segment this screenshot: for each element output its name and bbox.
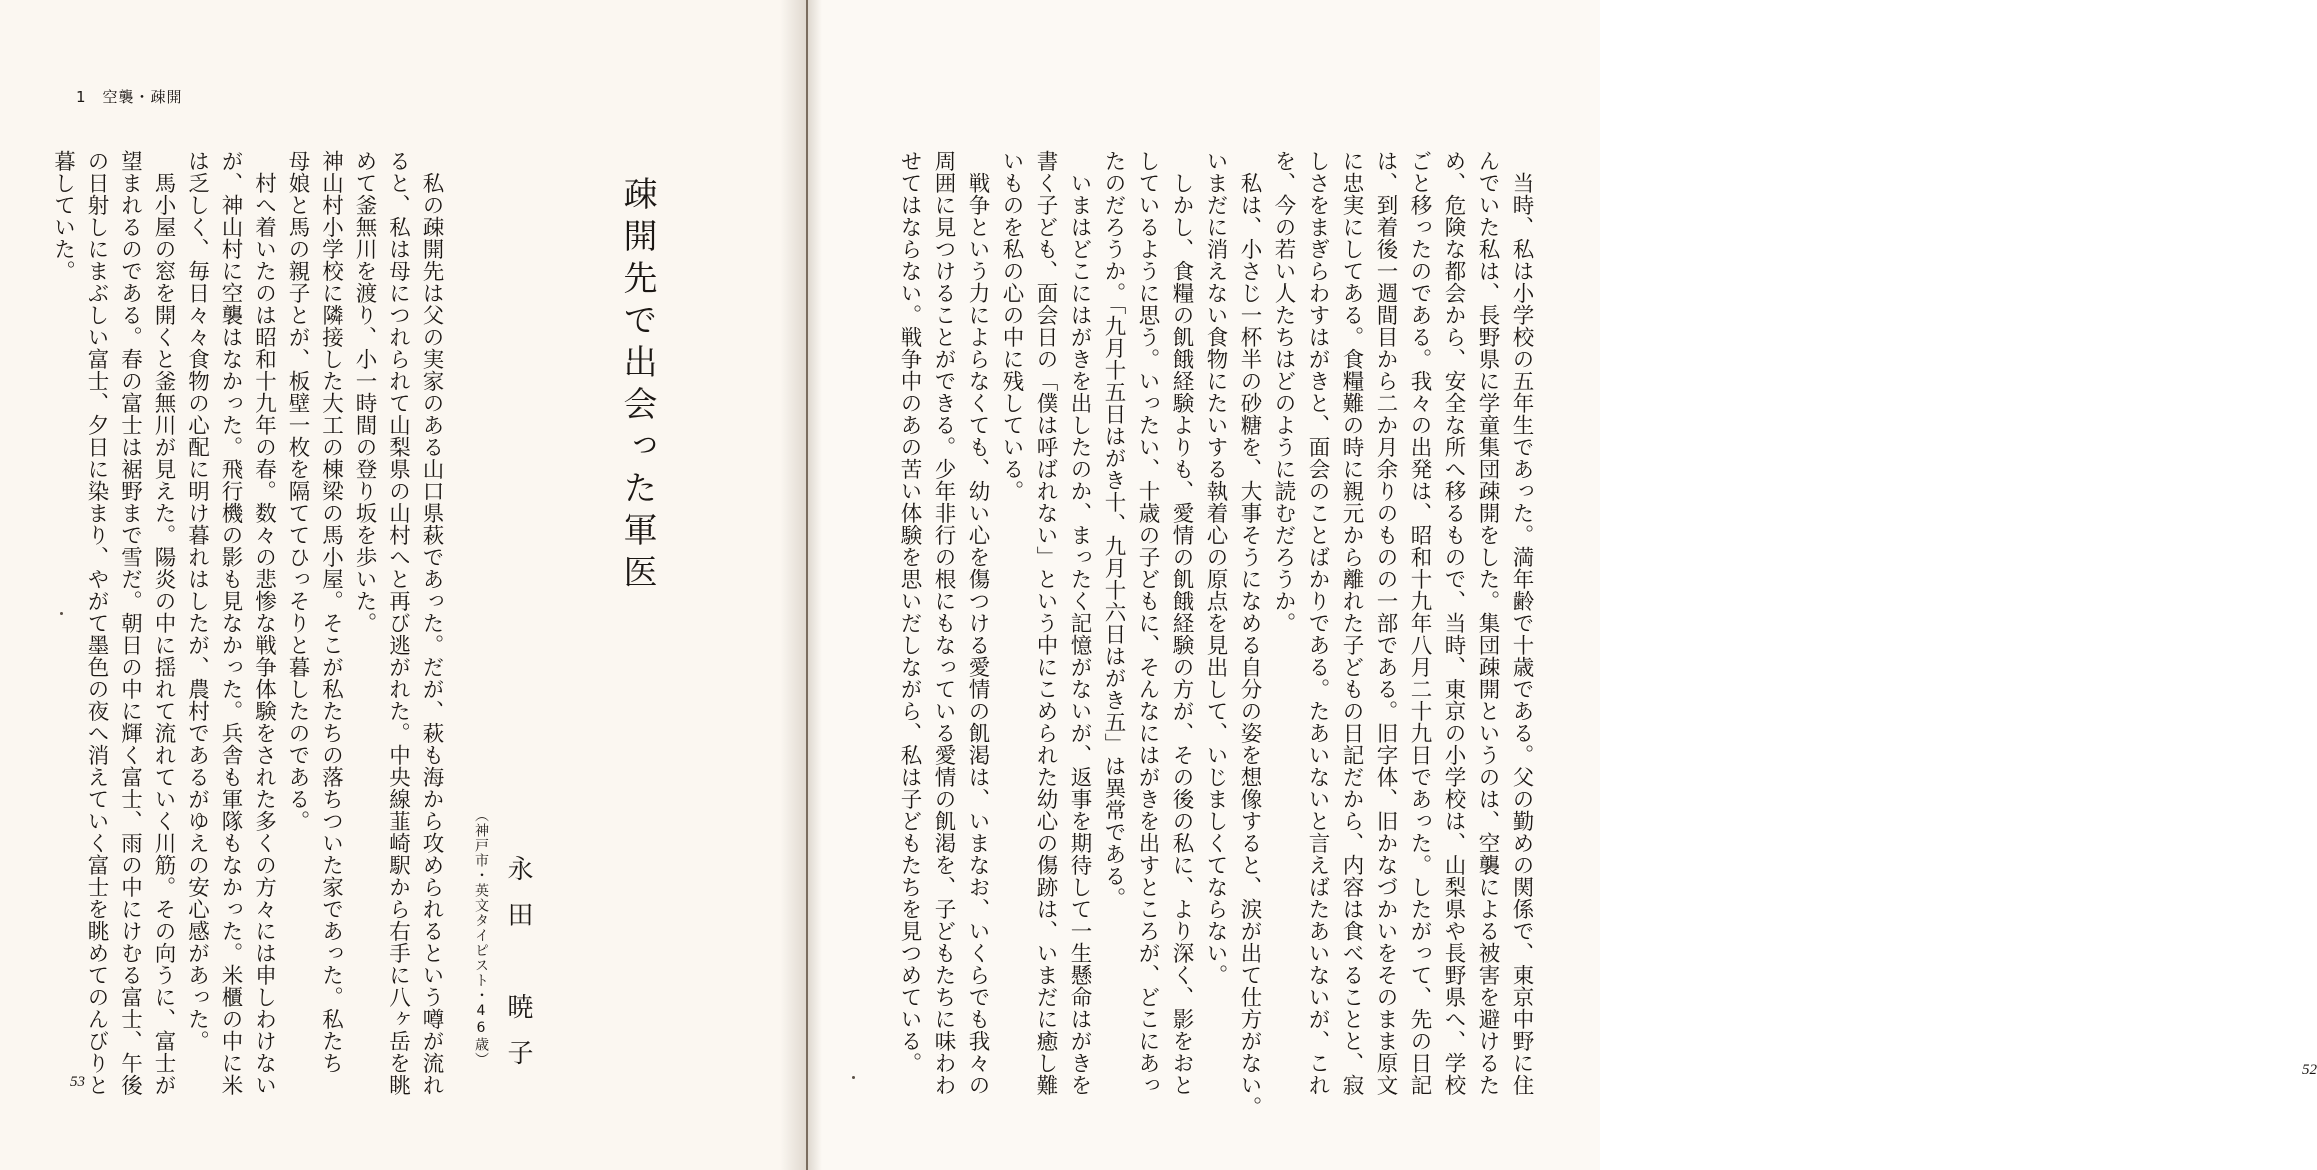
text-line: しさをまぎらわすはがきと、面会のことばかりである。たあいないと言えばたあいないが、これ bbox=[1305, 150, 1330, 1096]
text-line: んでいた私は、長野県に学童集団疎開をした。集団疎開というのは、空襲による被害を避けるた bbox=[1475, 150, 1500, 1096]
text-line: たのだろうか。「九月十五日はがき十、九月十六日はがき五」は異常である。 bbox=[1101, 150, 1126, 910]
essay-title: 疎開先で出会った軍医 bbox=[617, 176, 657, 596]
text-line: 母娘と馬の親子とが、板壁一枚を隔ててひっそりと暮したのである。 bbox=[285, 150, 310, 832]
page-number-left: 53 bbox=[70, 1074, 85, 1090]
text-line: が、神山村に空襲はなかった。飛行機の影も見なかった。兵舎も軍隊もなかった。米櫃の中に米 bbox=[218, 150, 243, 1096]
page-number-right: 52 bbox=[2302, 1062, 2317, 1078]
text-line: 村へ着いたのは昭和十九年の春。数々の悲惨な戦争体験をされた多くの方々には申しわけない bbox=[251, 150, 277, 1096]
text-line: ると、私は母につれられて山梨県の山村へと再び逃がれた。中央線韮崎駅から右手に八ヶ岳を眺 bbox=[385, 150, 411, 1096]
text-line: めて釜無川を渡り、小一時間の登り坂を歩いた。 bbox=[352, 150, 377, 634]
text-line: 暮していた。 bbox=[50, 150, 76, 282]
text-line: せてはならない。戦争中のあの苦い体験を思いだしながら、私は子どもたちを見つめている。 bbox=[897, 150, 922, 1074]
running-head: 1 空襲・疎開 bbox=[76, 88, 183, 106]
text-line: 神山村小学校に隣接した大工の棟梁の馬小屋。そこが私たちの落ちついた家であった。私たち bbox=[318, 150, 344, 1074]
right-body-text bbox=[892, 150, 1538, 1118]
author-note: （神戸市・英文タイピスト・46歳） bbox=[473, 808, 489, 1067]
text-line: の日射しにまぶしい富士、夕日に染まり、やがて墨色の夜へ消えていく富士を眺めてのんびりと bbox=[84, 150, 109, 1096]
text-line: に忠実にしてある。食糧難の時に親元から離れた子どもの日記だから、内容は食べることと、寂 bbox=[1339, 150, 1364, 1096]
text-line: ごと移ったのである。我々の出発は、昭和十九年八月二十九日であった。したがって、先の日記 bbox=[1407, 150, 1432, 1096]
text-line: は、到着後一週間目から二か月余りのものの一部である。旧字体、旧かなづかいをそのまま原文 bbox=[1373, 150, 1398, 1096]
gutter-shadow-right bbox=[808, 0, 822, 1170]
text-line: 望まれるのである。春の富士は裾野まで雪だ。朝日の中に輝く富士、雨の中にけむる富士、午後 bbox=[117, 150, 143, 1096]
author-name: 永田 暁子 bbox=[503, 855, 533, 1085]
text-line: 私は、小さじ一杯半の砂糖を、大事そうになめる自分の姿を想像すると、涙が出て仕方がない。 bbox=[1237, 150, 1262, 1118]
text-line: いまはどこにはがきを出したのか、まったく記憶がないが、返事を期待して一生懸命はがきを bbox=[1067, 150, 1092, 1096]
text-line: しかし、食糧の飢餓経験よりも、愛情の飢餓経験の方が、その後の私に、より深く、影をおと bbox=[1169, 150, 1194, 1096]
text-line: 書く子ども、面会日の「僕は呼ばれない」という中にこめられた幼心の傷跡は、いまだに癒し難 bbox=[1033, 150, 1058, 1096]
text-line: め、危険な都会から、安全な所へ移るもので、当時、東京の小学校は、山梨県や長野県へ、学校 bbox=[1441, 150, 1466, 1096]
gutter-shadow-left bbox=[780, 0, 808, 1170]
paper-speck bbox=[60, 612, 63, 615]
text-line: 戦争という力によらなくても、幼い心を傷つける愛情の飢渇は、いまなお、いくらでも我々の bbox=[965, 150, 990, 1096]
text-line: 馬小屋の窓を開くと釜無川が見えた。陽炎の中に揺れて流れていく川筋。その向うに、富士が bbox=[151, 150, 176, 1096]
left-page bbox=[0, 0, 808, 1170]
text-line: しているように思う。いったい、十歳の子どもに、そんなにはがきを出すところが、どこにあっ bbox=[1135, 150, 1160, 1096]
text-line: 当時、私は小学校の五年生であった。満年齢で十歳である。父の勤めの関係で、東京中野に住 bbox=[1509, 150, 1534, 1096]
text-line: を、今の若い人たちはどのように読むだろうか。 bbox=[1271, 150, 1296, 634]
text-line: いものを私の心の中に残している。 bbox=[999, 150, 1024, 502]
gutter-line bbox=[806, 0, 808, 1170]
text-line: は乏しく、毎日々々食物の心配に明け暮れはしたが、農村であるがゆえの安心感があった。 bbox=[184, 150, 210, 1052]
text-line: 周囲に見つけることができる。少年非行の根にもなっている愛情の飢渇を、子どもたちに味わわ bbox=[931, 150, 956, 1096]
text-line: 私の疎開先は父の実家のある山口県萩であった。だが、萩も海から攻められるという噂が流れ bbox=[419, 150, 444, 1096]
text-line: いまだに消えない食物にたいする執着心の原点を見出して、いじましくてならない。 bbox=[1203, 150, 1228, 986]
paper-speck bbox=[852, 1076, 855, 1079]
